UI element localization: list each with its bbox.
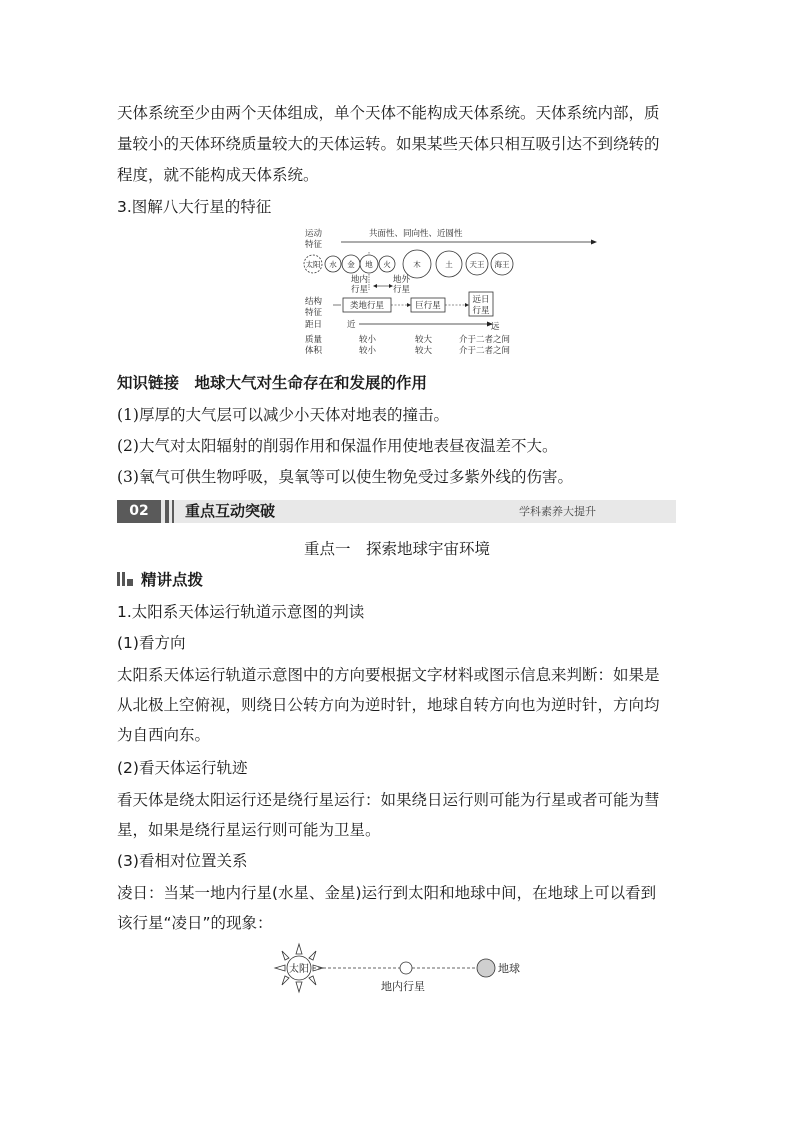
planet-label: 水 [329, 260, 337, 269]
motion-text: 共面性、同向性、近圆性 [369, 229, 463, 239]
section-head-text: 精讲点拨 [141, 571, 204, 589]
knowledge-item: (1)厚厚的大气层可以减少小天体对地表的撞击。 [117, 406, 449, 424]
structure-label: 结构 [305, 297, 323, 307]
planet-label: 太阳 [305, 260, 321, 269]
planet-features-figure [303, 226, 613, 362]
sub3-body [117, 878, 677, 938]
motion-label: 运动 [305, 229, 323, 239]
sub2-line: 看天体是绕太阳运行还是绕行星运行：如果绕日运行则可能为行星或者可能为彗 [117, 791, 660, 809]
sub1-line: 为自西向东。 [117, 726, 211, 744]
near-label: 近 [347, 320, 356, 330]
sub2-body [117, 785, 677, 845]
mass-label: 体积 [305, 346, 323, 356]
section-banner [117, 500, 676, 523]
planet-label: 土 [445, 260, 453, 269]
outer-label: 行星 [393, 285, 411, 295]
mass-terrestrial: 较小 [359, 346, 377, 356]
inner-label: 行星 [351, 285, 369, 295]
mass-giant: 较大 [415, 346, 433, 356]
banner-title: 重点互动突破 [185, 502, 276, 520]
item1-title: 1.太阳系天体运行轨道示意图的判读 [117, 603, 365, 621]
sub3-title: (3)看相对位置关系 [117, 852, 248, 870]
intro-line: 程度，就不能构成天体系统。 [117, 166, 319, 184]
section-marker-icon [117, 572, 133, 586]
planet-label: 金 [347, 260, 355, 269]
inner-planet-label: 地内行星 [381, 980, 425, 993]
planet-label: 火 [383, 260, 391, 269]
sub1-line: 太阳系天体运行轨道示意图中的方向要根据文字材料或图示信息来判断：如果是 [117, 666, 660, 684]
mass-far: 介于二者之间 [459, 335, 511, 345]
transit-figure [271, 940, 531, 996]
sub1-title: (1)看方向 [117, 634, 186, 652]
distance-label: 距日 [305, 320, 323, 330]
planet-label: 天王 [469, 260, 485, 269]
sub2-title: (2)看天体运行轨迹 [117, 759, 248, 777]
mass-giant: 较大 [415, 335, 433, 345]
intro-line: 量较小的天体环绕质量较大的天体运转。如果某些天体只相互吸引达不到绕转的 [117, 135, 660, 153]
earth-icon [477, 959, 495, 977]
far-label: 远 [491, 322, 500, 332]
section-head [117, 567, 203, 593]
inner-label: 地内 [351, 275, 369, 285]
intro-paragraph [117, 98, 677, 191]
banner-divider [165, 500, 169, 523]
sub3-line: 凌日：当某一地内行星(水星、金星)运行到太阳和地球中间，在地球上可以看到 [117, 884, 657, 902]
group-giant: 巨行星 [415, 301, 441, 311]
outer-label: 地外 [393, 275, 411, 285]
section-3-title: 3.图解八大行星的特征 [117, 198, 272, 216]
sub1-line: 从北极上空俯视，则绕日公转方向为逆时针，地球自转方向也为逆时针，方向均 [117, 696, 660, 714]
group-far: 行星 [472, 306, 490, 316]
sub1-body [117, 660, 677, 750]
banner-subtitle: 学科素养大提升 [519, 505, 596, 518]
mass-far: 介于二者之间 [459, 346, 511, 356]
structure-label: 特征 [305, 308, 323, 318]
sub3-line: 该行星“凌日”的现象： [117, 914, 273, 932]
motion-label: 特征 [305, 240, 323, 250]
earth-label: 地球 [498, 962, 520, 975]
banner-number: 02 [117, 500, 161, 523]
focus-title: 重点一 探索地球宇宙环境 [303, 540, 490, 558]
knowledge-item: (2)大气对太阳辐射的削弱作用和保温作用使地表昼夜温差不大。 [117, 437, 558, 455]
mass-label: 质量 [305, 335, 323, 345]
sub2-line: 星，如果是绕行星运行则可能为卫星。 [117, 821, 381, 839]
planet-label: 地 [365, 260, 373, 269]
planet-label: 海王 [494, 260, 510, 269]
intro-line: 天体系统至少由两个天体组成，单个天体不能构成天体系统。天体系统内部，质 [117, 104, 660, 122]
planet-label: 木 [413, 260, 421, 269]
inner-planet-icon [400, 962, 412, 974]
group-far: 远日 [472, 295, 490, 305]
group-terrestrial: 类地行星 [349, 301, 385, 311]
banner-divider [172, 500, 174, 523]
sun-label: 太阳 [289, 964, 309, 975]
knowledge-link-title: 知识链接 地球大气对生命存在和发展的作用 [117, 374, 428, 392]
mass-terrestrial: 较小 [359, 335, 377, 345]
knowledge-item: (3)氧气可供生物呼吸，臭氧等可以使生物免受过多紫外线的伤害。 [117, 468, 573, 486]
